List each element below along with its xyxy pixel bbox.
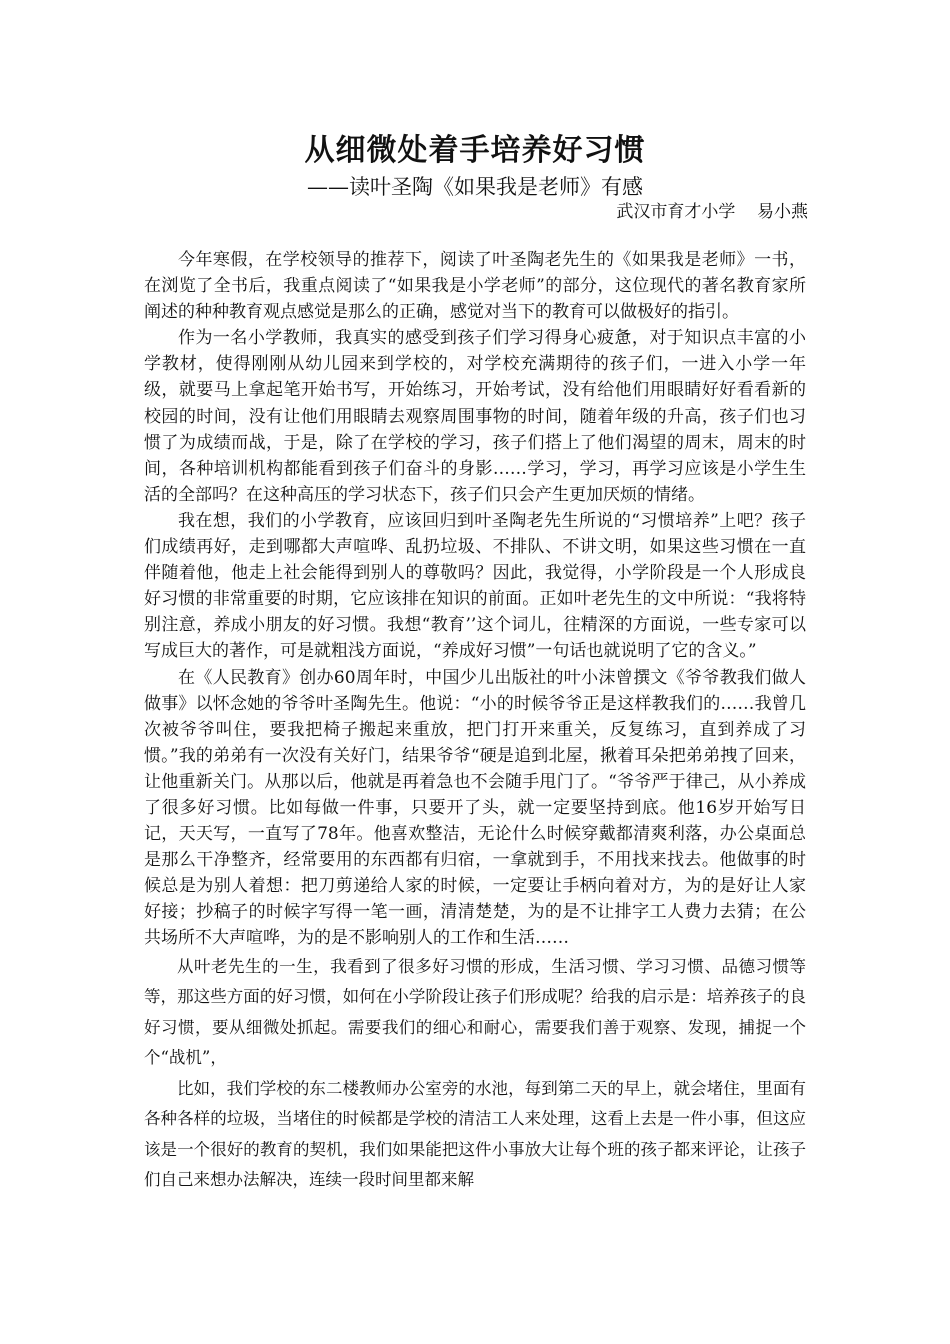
paragraph: 从叶老先生的一生，我看到了很多好习惯的形成，生活习惯、学习习惯、品德习惯等等，那这些方面的好习惯，如何在小学阶段让孩子们形成呢？给我的启示是：培养孩子的良好习惯，要从细微处抓起。需要我们的细心和耐心，需要我们善于观察、发现，捕捉一个个“战机”， (144, 956, 806, 1068)
author-line: 武汉市育才小学 易小燕 (616, 202, 808, 222)
paragraph: 在《人民教育》创办60周年时，中国少儿出版社的叶小沫曾撰文《爷爷教我们做人做事》以怀念她的爷爷叶圣陶先生。他说：“小的时候爷爷正是这样教我们的……我曾几次被爷爷叫住，要我把椅子搬起来重放，把门打开来重关，反复练习，直到养成了习惯。”我的弟弟有一次没有关好门，结果爷爷“硬是追到北屋，揪着耳朵把弟弟拽了回来，让他重新关门。从那以后，他就是再着急也不会随手甩门了。“爷爷严于律己，从小养成了很多好习惯。比如每做一件事，只要开了头，就一定要坚持到底。他16岁开始写日记，天天写，一直写了78年。他喜欢整洁，无论什么时候穿戴都清爽利落，办公桌面总是那么干净整齐，经常要用的东西都有归宿，一拿就到手，不用找来找去。他做事的时候总是为别人着想：把刀剪递给人家的时候，一定要让手柄向着对方，为的是好让人家好接；抄稿子的时候字写得一笔一画，清清楚楚，为的是不让排字工人费力去猜；在公共场所不大声喧哗，为的是不影响别人的工作和生活…… (144, 667, 806, 949)
document-subtitle: ——读叶圣陶《如果我是老师》有感 (307, 175, 643, 199)
document-body (144, 247, 806, 1196)
document-title: 从细微处着手培养好习惯 (304, 133, 646, 168)
paragraph: 我在想，我们的小学教育，应该回归到叶圣陶老先生所说的“习惯培养”上吧？孩子们成绩再好，走到哪都大声喧哗、乱扔垃圾、不排队、不讲文明，如果这些习惯在一直伴随着他，他走上社会能得到别人的尊敬吗？因此，我觉得，小学阶段是一个人形成良好习惯的非常重要的时期，它应该排在知识的前面。正如叶老先生的文中所说：“我将特别注意，养成小朋友的好习惯。我想“教育’’这个词儿，往精深的方面说，一些专家可以写成巨大的著作，可是就粗浅方面说，“养成好习惯”一句话也就说明了它的含义。” (144, 510, 806, 662)
paragraph: 作为一名小学教师，我真实的感受到孩子们学习得身心疲惫，对于知识点丰富的小学教材，使得刚刚从幼儿园来到学校的，对学校充满期待的孩子们，一进入小学一年级，就要马上拿起笔开始书写，开始练习，开始考试，没有给他们用眼睛好好看看新的校园的时间，没有让他们用眼睛去观察周围事物的时间，随着年级的升高，孩子们也习惯了为成绩而战，于是，除了在学校的学习，孩子们搭上了他们渴望的周末，周末的时间，各种培训机构都能看到孩子们奋斗的身影……学习，学习，再学习应该是小学生生活的全部吗？在这种高压的学习状态下，孩子们只会产生更加厌烦的情绪。 (144, 328, 806, 505)
paragraph: 比如，我们学校的东二楼教师办公室旁的水池，每到第二天的早上，就会堵住，里面有各种各样的垃圾，当堵住的时候都是学校的清洁工人来处理，这看上去是一件小事，但这应该是一个很好的教育的契机，我们如果能把这件小事放大让每个班的孩子都来评论，让孩子们自己来想办法解决，连续一段时间里都来解 (144, 1078, 806, 1190)
paragraph: 今年寒假，在学校领导的推荐下，阅读了叶圣陶老先生的《如果我是老师》一书，在浏览了全书后，我重点阅读了“如果我是小学老师”的部分，这位现代的著名教育家所阐述的种种教育观点感觉是那么的正确，感觉对当下的教育可以做极好的指引。 (144, 250, 806, 323)
